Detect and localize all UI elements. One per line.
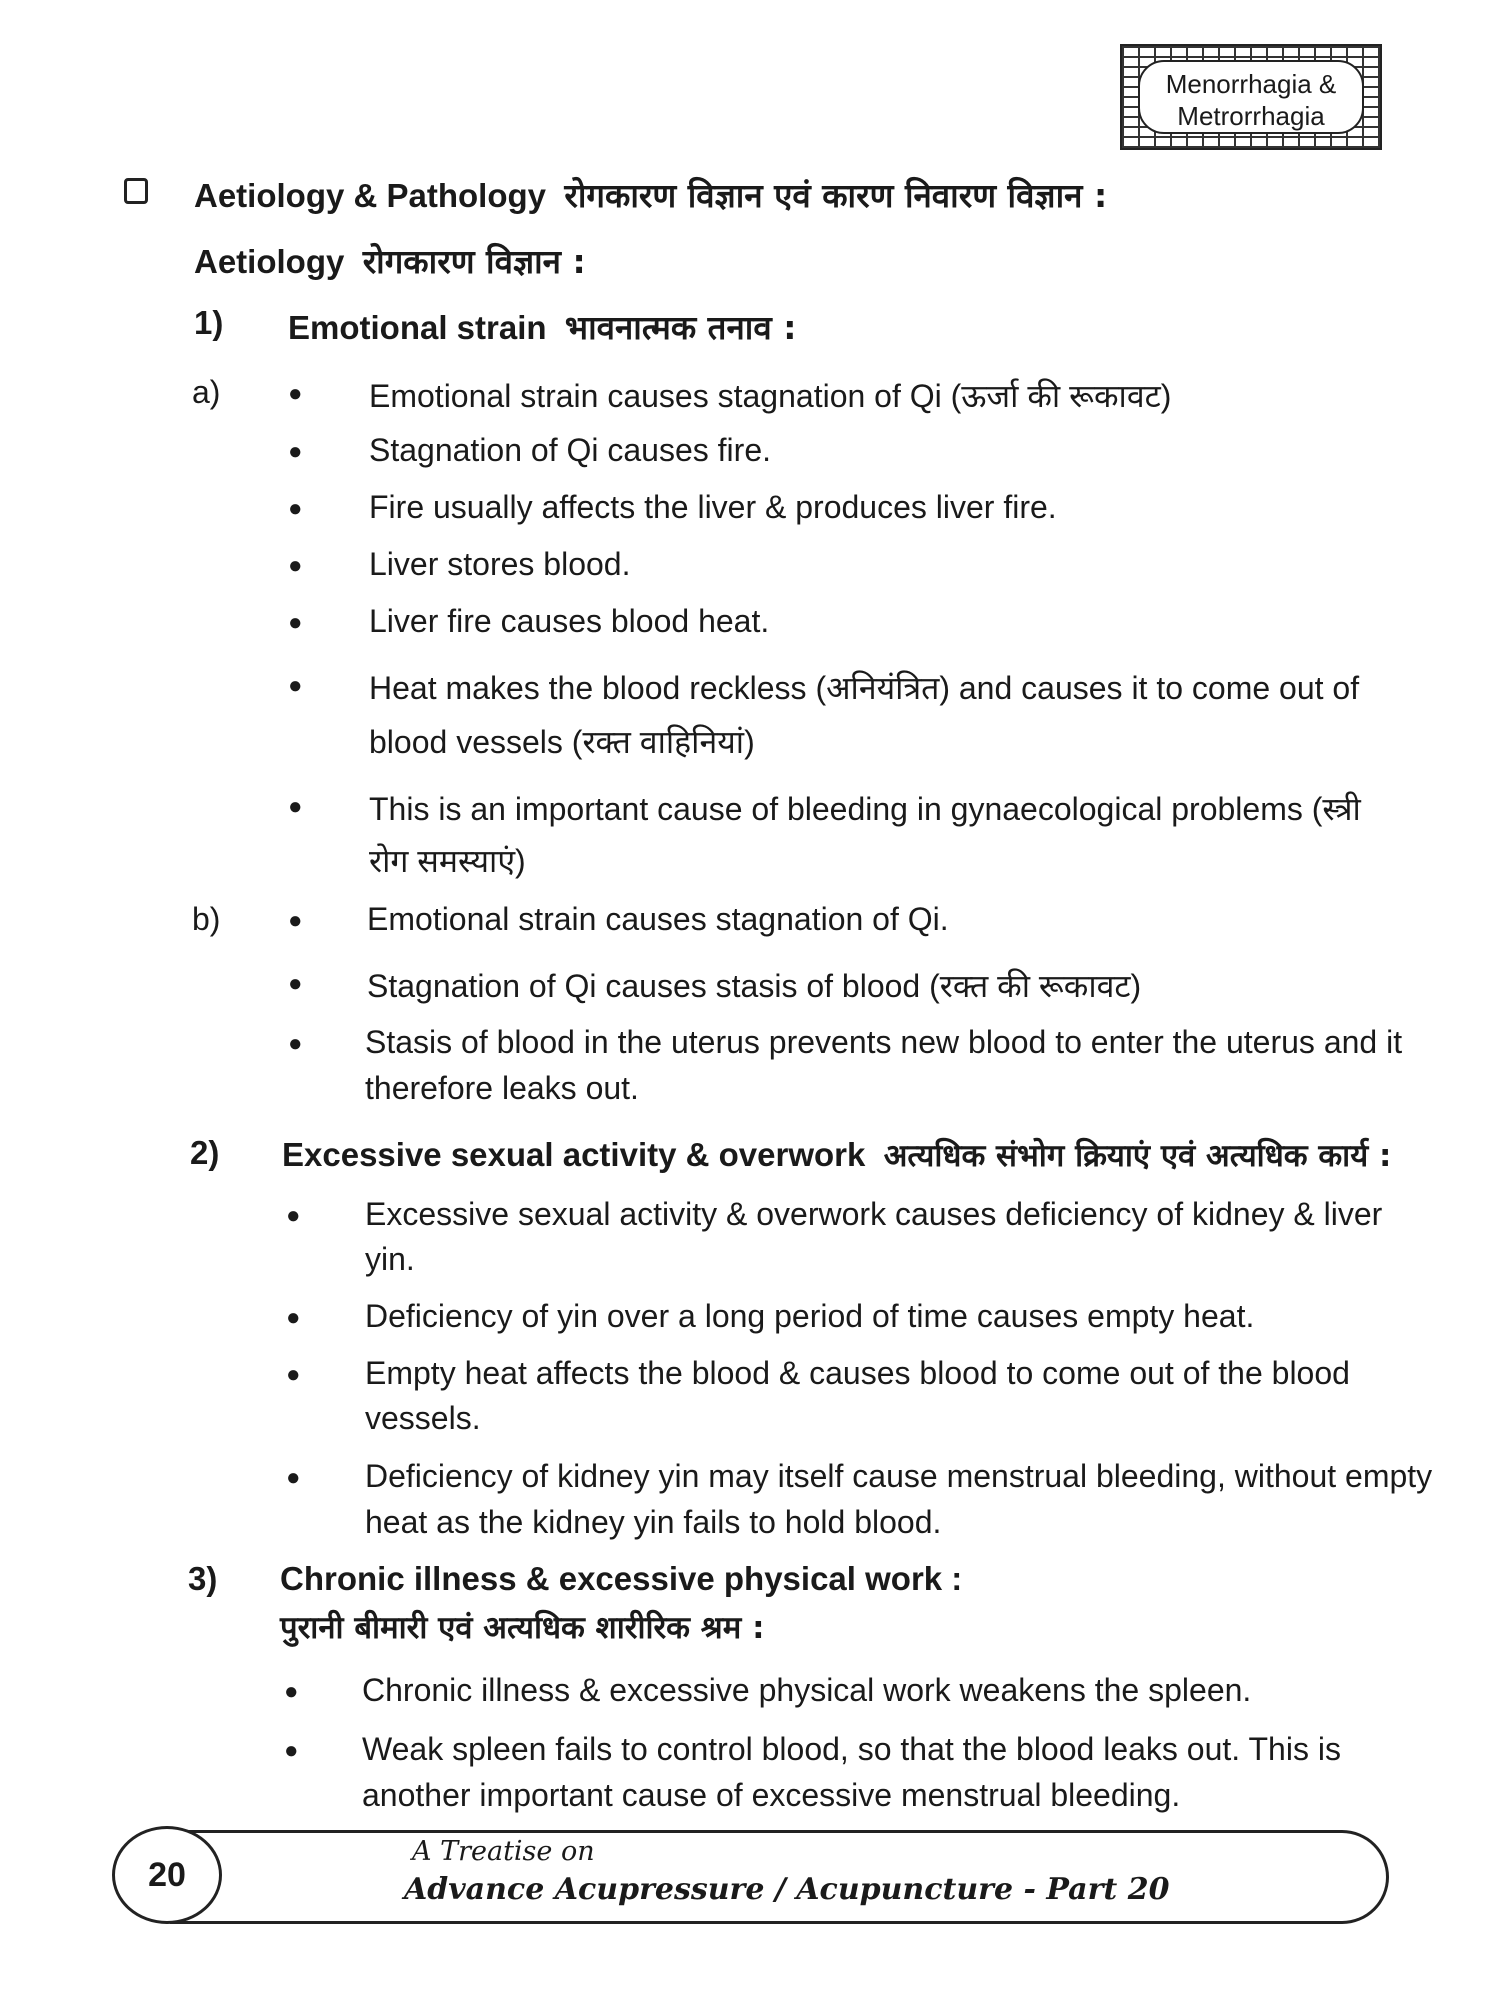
list-item-continuation: blood vessels (रक्त वाहिनियां) (369, 724, 755, 760)
bullet-icon: ● (288, 907, 303, 934)
point-2-number: 2) (190, 1134, 220, 1171)
footer-book-title: Advance Acupressure / Acupuncture - Part 20 (404, 1872, 1170, 1907)
bullet-icon: ● (286, 1464, 301, 1491)
list-item-continuation: therefore leaks out. (365, 1070, 639, 1106)
list-item: Heat makes the blood reckless (अनियंत्रित) and causes it to come out of (369, 670, 1360, 706)
page-number: 20 (112, 1826, 222, 1924)
footer-series-title: A Treatise on (412, 1836, 595, 1867)
list-item: Stagnation of Qi causes stasis of blood (रक्त की रूकावट) (367, 968, 1142, 1004)
subsection-heading: Aetiology रोगकारण विज्ञान : (194, 242, 586, 281)
list-item-continuation: yin. (365, 1241, 415, 1277)
bullet-icon: ● (288, 970, 303, 997)
point-1-heading: Emotional strain भावनात्मक तनाव : (288, 308, 797, 347)
list-item: Liver fire causes blood heat. (369, 603, 770, 639)
point-1-number: 1) (194, 304, 224, 341)
list-item-continuation: heat as the kidney yin fails to hold blood. (365, 1504, 942, 1540)
bullet-icon: ● (286, 1304, 301, 1331)
list-item: Deficiency of yin over a long period of time causes empty heat. (365, 1298, 1255, 1334)
bullet-icon: ● (288, 609, 303, 636)
list-item: Excessive sexual activity & overwork causes deficiency of kidney & liver (365, 1196, 1383, 1232)
chapter-tag-label: Menorrhagia & Metrorrhagia (1138, 60, 1364, 134)
list-item: Emotional strain causes stagnation of Qi. (367, 901, 949, 937)
list-item: Chronic illness & excessive physical work weakens the spleen. (362, 1672, 1252, 1708)
label-b: b) (192, 901, 221, 937)
section-heading: Aetiology & Pathology रोगकारण विज्ञान एवं कारण निवारण विज्ञान : (194, 176, 1108, 215)
point-3-heading: Chronic illness & excessive physical work : (280, 1560, 963, 1597)
list-item-continuation: another important cause of excessive menstrual bleeding. (362, 1777, 1181, 1813)
label-a: a) (192, 374, 221, 410)
point-2-heading: Excessive sexual activity & overwork अत्यधिक संभोग क्रियाएं एवं अत्यधिक कार्य : (282, 1136, 1392, 1174)
bullet-icon: ● (288, 380, 303, 407)
list-item-continuation: vessels. (365, 1400, 481, 1436)
list-item: Deficiency of kidney yin may itself cause menstrual bleeding, without empty (365, 1458, 1433, 1494)
bullet-icon: ● (288, 1030, 303, 1057)
bullet-icon: ● (288, 552, 303, 579)
list-item: Stagnation of Qi causes fire. (369, 432, 771, 468)
point-3-heading-hindi: पुरानी बीमारी एवं अत्यधिक शारीरिक श्रम : (280, 1610, 765, 1646)
list-item: Liver stores blood. (369, 546, 631, 582)
bullet-icon: ● (288, 672, 303, 699)
bullet-icon: ● (288, 438, 303, 465)
list-item: Emotional strain causes stagnation of Qi (ऊर्जा की रूकावट) (369, 378, 1172, 414)
bullet-icon: ● (288, 495, 303, 522)
bullet-icon: ● (286, 1202, 301, 1229)
bullet-icon: ● (284, 1737, 299, 1764)
list-item: This is an important cause of bleeding in gynaecological problems (स्त्री (369, 791, 1361, 827)
bullet-icon: ● (286, 1361, 301, 1388)
list-item: Weak spleen fails to control blood, so that the blood leaks out. This is (362, 1731, 1341, 1767)
bullet-icon: ● (284, 1678, 299, 1705)
point-3-number: 3) (188, 1560, 218, 1597)
chapter-tag (1120, 44, 1382, 150)
bullet-icon: ● (288, 793, 303, 820)
checkbox-icon (124, 178, 148, 204)
list-item: Fire usually affects the liver & produces liver fire. (369, 489, 1057, 525)
list-item-continuation: रोग समस्याएं) (369, 843, 526, 879)
list-item: Empty heat affects the blood & causes blood to come out of the blood (365, 1355, 1350, 1391)
list-item: Stasis of blood in the uterus prevents new blood to enter the uterus and it (365, 1024, 1403, 1060)
